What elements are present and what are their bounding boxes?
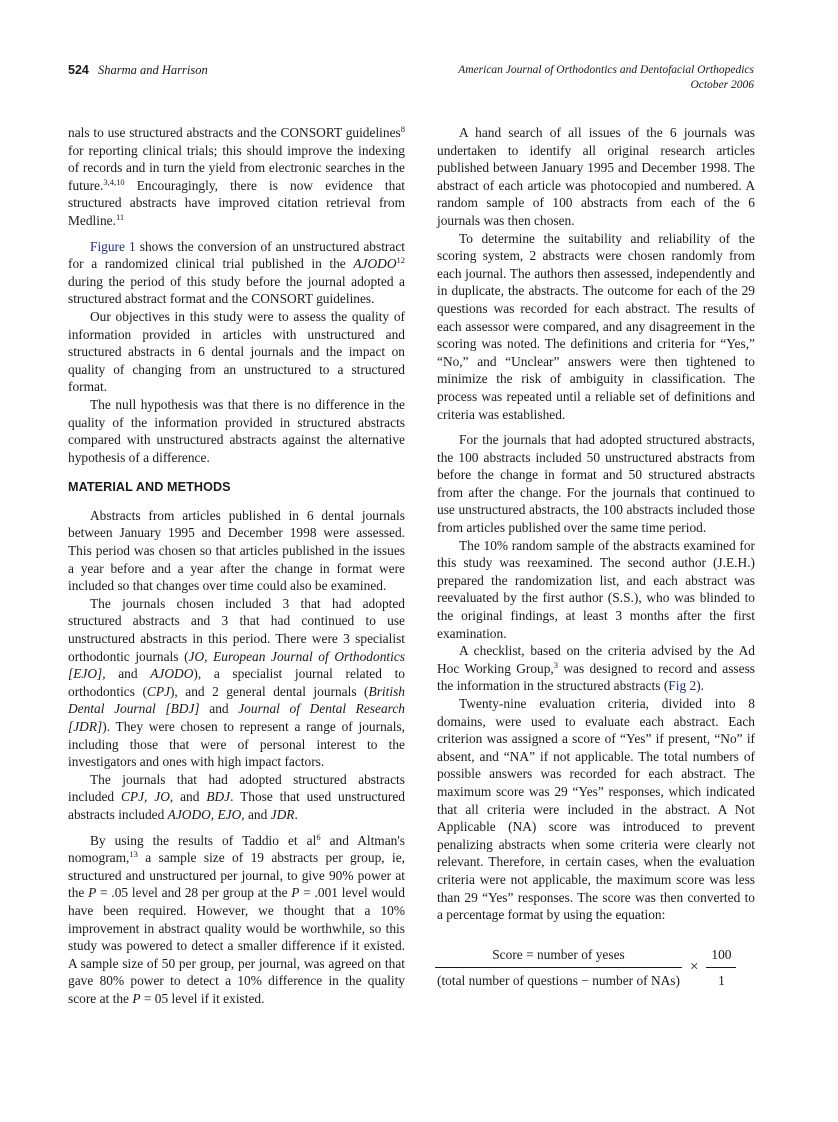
citation[interactable]: 3,4,10 — [103, 176, 125, 187]
journal-title: American Journal of Orthodontics and Dentofacial Orthopedics — [458, 64, 754, 76]
running-header-right — [458, 63, 754, 93]
citation[interactable]: 3 — [553, 659, 559, 670]
fraction-numerator: Score = number of yeses — [435, 946, 682, 969]
factor-numerator: 100 — [706, 946, 736, 969]
main-fraction — [437, 946, 680, 990]
running-header-left — [68, 63, 208, 78]
figure-1-link[interactable]: Figure 1 — [90, 238, 136, 254]
citation[interactable]: 6 — [316, 831, 321, 842]
fraction-denominator: (total number of questions − number of NAs) — [437, 973, 680, 989]
page-number: 524 — [68, 63, 89, 77]
paragraph: The journals that had adopted structured abstracts included CPJ, JO, and BDJ. Those that used unstructured abstracts included AJODO, EJO, and JDR. — [68, 771, 405, 822]
citation[interactable]: 8 — [400, 124, 405, 134]
paragraph: To determine the suitability and reliability of the scoring system, 2 abstracts were chosen randomly from each journal. The authors then assessed, independently and in duplicate, the abstracts. The outcome for each of the 29 questions was recorded for each abstract. The results of each assessor were compared, and any disagreement in the scoring was noted. The definitions and criteria for “Yes,” “No,” and “Unclear” answers were then tightened to minimize the risk of ambiguity in classification. The process was repeated until a reliable set of definitions and criteria was established. — [437, 230, 755, 422]
paragraph: By using the results of Taddio et $al^6$ and Altman's nomogram,$^{13}$ a sample size of 19 abstracts per group, ie, structured and unstructured per journal, to give 90% power at the P = .05 level and 28 per group at the P = .001 level would have been required. However, we thought that a 10% improvement in abstract quality would be worthwhile, so this study was powered to detect a smaller difference if it existed. A sample size of 50 per group, per journal, was agreed on that gave 80% power to detect a 10% difference in the quality score at the P = 05 level if it existed. — [68, 831, 405, 1006]
paragraph: nals to use structured abstracts and the CONSORT guidelines$^8$ for reporting clinical trials; this should improve the indexing of records and in turn the yield from electronic searches in the future.$^{3,4,10}$ Encouragingly, there is now evidence that structured abstracts have improved citation retrieval from Medline.$^{11}$ — [68, 124, 405, 228]
citation[interactable]: 13 — [129, 849, 138, 860]
right-column — [437, 124, 755, 990]
factor-fraction — [708, 946, 734, 990]
issue-date: October 2006 — [690, 79, 754, 91]
paragraph: The journals chosen included 3 that had adopted structured abstracts and 3 that had continued to use unstructured abstracts in this period. There were 3 specialist orthodontic journals (JO, European Journal of Orthodontics [EJO], and AJODO), a specialist journal related to orthodontics (CPJ), and 2 general dental journals (British Dental Journal [BDJ] and Journal of Dental Research [JDR]). They were chosen to represent a range of journals, including those that were of personal interest to the investigators and ones with high impact factors. — [68, 595, 406, 770]
left-column — [68, 124, 405, 1008]
citation[interactable]: 12 — [396, 255, 405, 266]
multiply-operator: × — [689, 959, 699, 976]
paragraph: The 10% random sample of the abstracts examined for this study was reexamined. The second author (J.E.H.) prepared the randomization list, and each abstract was reevaluated by the first author (S.S.), who was blinded to the original findings, at least 3 months after the first examination. — [437, 537, 755, 641]
paragraph: A checklist, based on the criteria advised by the Ad Hoc Working Group,$^3$ was designed to record and assess the information in the structured abstracts (Fig 2). — [437, 643, 755, 694]
paragraph: Our objectives in this study were to assess the quality of information provided in articles with unstructured and structured abstracts in 6 dental journals and the impact on quality of changing from an unstructured to a structured format. — [68, 308, 405, 395]
citation[interactable]: 11 — [115, 211, 125, 222]
paragraph: Twenty-nine evaluation criteria, divided into 8 domains, were used to evaluate each abstract. Each criterion was assigned a score of “Yes” if present, “No” if absent, and “NA” if not applicable. The total numbers of possible answers was recorded for each abstract. The maximum score was 29 “Yes” responses, which indicated that all criteria were included in the abstract. A Not Applicable (NA) score was introduced to prevent penalizing abstracts when some criteria were clearly not relevant. Therefore, in certain cases, when the evaluation criteria were not applicable, the maximum score was less than 29 “Yes” responses. The score was then converted to a percentage format by using the equation: — [437, 696, 755, 923]
running-authors: Sharma and Harrison — [97, 63, 208, 77]
paragraph: Abstracts from articles published in 6 dental journals between January 1995 and December 1998 were assessed. This period was chosen so that articles published in the issues a year before and a year after the change in format were included so that changes over time could also be examined. — [68, 507, 405, 594]
paragraph: For the journals that had adopted structured abstracts, the 100 abstracts included 50 unstructured abstracts from before the change in format and 50 structured abstracts from after the change. For the journals that continued to use unstructured abstracts, the 100 abstracts included those from articles published over the same time period. — [437, 432, 755, 536]
score-equation — [437, 946, 755, 990]
paragraph: Figure 1 shows the conversion of an unstructured abstract for a randomized clinical trial published in the AJODO$^{12}$ during the period of this study before the journal adopted a structured abstract format and the CONSORT guidelines. — [68, 238, 405, 307]
paragraph: The null hypothesis was that there is no difference in the quality of the information provided in structured abstracts compared with unstructured abstracts against the alternative hypothesis of a difference. — [68, 396, 405, 465]
section-heading: MATERIAL AND METHODS — [68, 480, 231, 495]
figure-2-link[interactable]: Fig 2 — [668, 678, 697, 694]
factor-denominator: 1 — [718, 973, 725, 989]
paragraph: A hand search of all issues of the 6 journals was undertaken to identify all original research articles published between January 1995 and December 1998. The abstract of each article was photocopied and numbered. A random sample of 100 abstracts from each of the 6 journals was then chosen. — [437, 125, 755, 228]
